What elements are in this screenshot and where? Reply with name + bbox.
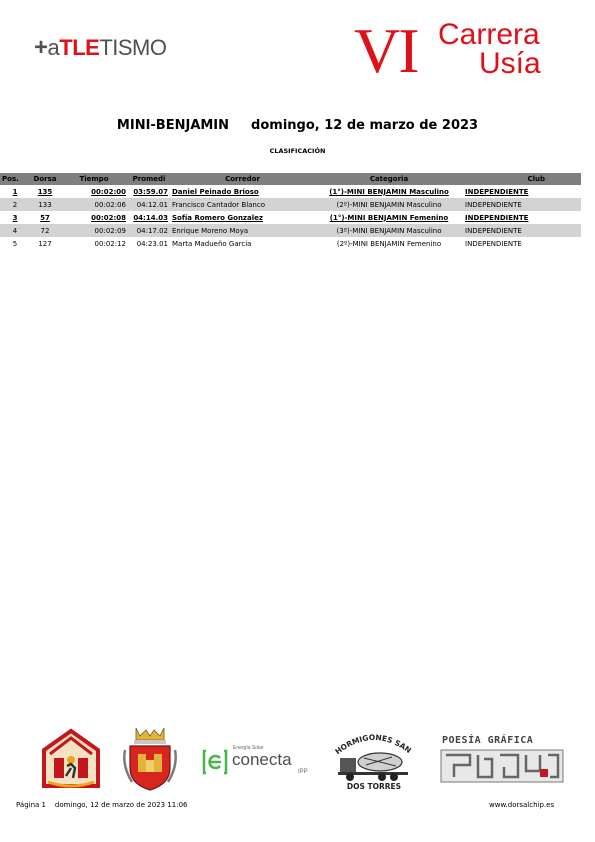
cell-promedio: 04:17.02 [128, 224, 170, 237]
cell-tiempo: 00:02:09 [60, 224, 128, 237]
cell-promedio: 04:23.01 [136, 239, 168, 248]
results-table [0, 173, 581, 250]
table-row [0, 224, 581, 237]
cell-corredor: Daniel Peinado Brioso [172, 187, 259, 196]
cell-corredor: Sofía Romero Gonzalez [172, 213, 263, 222]
cell-dorsal: 72 [30, 224, 60, 237]
page-footer-left [16, 801, 187, 809]
carrera-usia-logo: VI Carrera Usía [354, 15, 541, 86]
conecta-sponsor-logo: Energía Solar conecta IPP [200, 745, 312, 777]
cell-pos: 2 [0, 198, 30, 211]
col-header-corredor: Corredor [170, 173, 315, 185]
svg-text:HORMIGONES SAN ROQUE: HORMIGONES SAN [333, 732, 413, 757]
conecta-e-icon [200, 747, 230, 777]
cell-categoria: (2º)-MINI BENJAMIN Masculino [315, 198, 463, 211]
cell-dorsal: 133 [30, 198, 60, 211]
poesia-grafica-logo: POESÍA GRÁFICA [440, 733, 564, 785]
cell-club: INDEPENDIENTE [463, 198, 581, 211]
col-header-pos: Pos. [0, 173, 30, 185]
race-category: MINI-BENJAMIN [116, 118, 230, 133]
cell-pos: 5 [12, 239, 18, 248]
print-timestamp: domingo, 12 de marzo de 2023 11:06 [54, 801, 188, 809]
cell-tiempo: 00:02:08 [91, 213, 126, 222]
page-subtitle: CLASIFICACIÓN [269, 147, 326, 155]
cell-corredor: Marta Madueño Garcia [172, 239, 252, 248]
footer-url: www.dorsalchip.es [489, 801, 555, 809]
cell-dorsal: 135 [37, 187, 53, 196]
cell-promedio: 04:12.01 [128, 198, 170, 211]
cell-promedio: 04:14.03 [133, 213, 168, 222]
col-header-dorsal: Dorsa [30, 173, 60, 185]
table-row [0, 198, 581, 211]
table-row [0, 237, 581, 250]
cell-categoria: (1°)-MINI BENJAMIN Femenino [329, 213, 449, 222]
cell-club: INDEPENDIENTE [463, 224, 581, 237]
club-emblem-logo [40, 728, 102, 790]
cell-corredor: Francisco Cantador Blanco [170, 198, 315, 211]
table-header-row [0, 173, 581, 185]
cell-tiempo: 00:02:12 [94, 239, 126, 248]
cell-club: INDEPENDIENTE [465, 239, 522, 248]
poesia-grafica-pattern-icon [440, 749, 564, 783]
table-row [0, 185, 581, 198]
atletismo-logo: +aTLETISMO [34, 34, 167, 61]
cell-categoria: (1°)-MINI BENJAMIN Masculino [329, 187, 449, 196]
page-number: Página 1 [16, 801, 46, 809]
cell-pos: 4 [0, 224, 30, 237]
cell-dorsal: 127 [38, 239, 52, 248]
col-header-categoria: Categoria [315, 173, 463, 185]
municipal-coat-of-arms-logo [122, 726, 178, 792]
cell-pos: 1 [12, 187, 18, 196]
cell-tiempo: 00:02:00 [91, 187, 126, 196]
cell-club: INDEPENDIENTE [465, 213, 529, 222]
col-header-club: Club [463, 173, 581, 185]
hormigones-san-roque-logo: HORMIGONES SAN DOS TORRES [330, 728, 418, 792]
cell-categoria: (3º)-MINI BENJAMIN Masculino [315, 224, 463, 237]
cell-promedio: 03:59.07 [133, 187, 168, 196]
race-date: domingo, 12 de marzo de 2023 [251, 118, 479, 133]
cell-pos: 3 [12, 213, 18, 222]
cell-categoria: (2º)-MINI BENJAMIN Femenino [336, 239, 442, 248]
col-header-tiempo: Tiempo [60, 173, 128, 185]
table-row [0, 211, 581, 224]
page-title [0, 118, 595, 133]
cell-corredor: Enrique Moreno Moya [170, 224, 315, 237]
cell-club: INDEPENDIENTE [465, 187, 529, 196]
col-header-promedio: Promedi [128, 173, 170, 185]
cell-tiempo: 00:02:06 [60, 198, 128, 211]
cell-dorsal: 57 [40, 213, 50, 222]
